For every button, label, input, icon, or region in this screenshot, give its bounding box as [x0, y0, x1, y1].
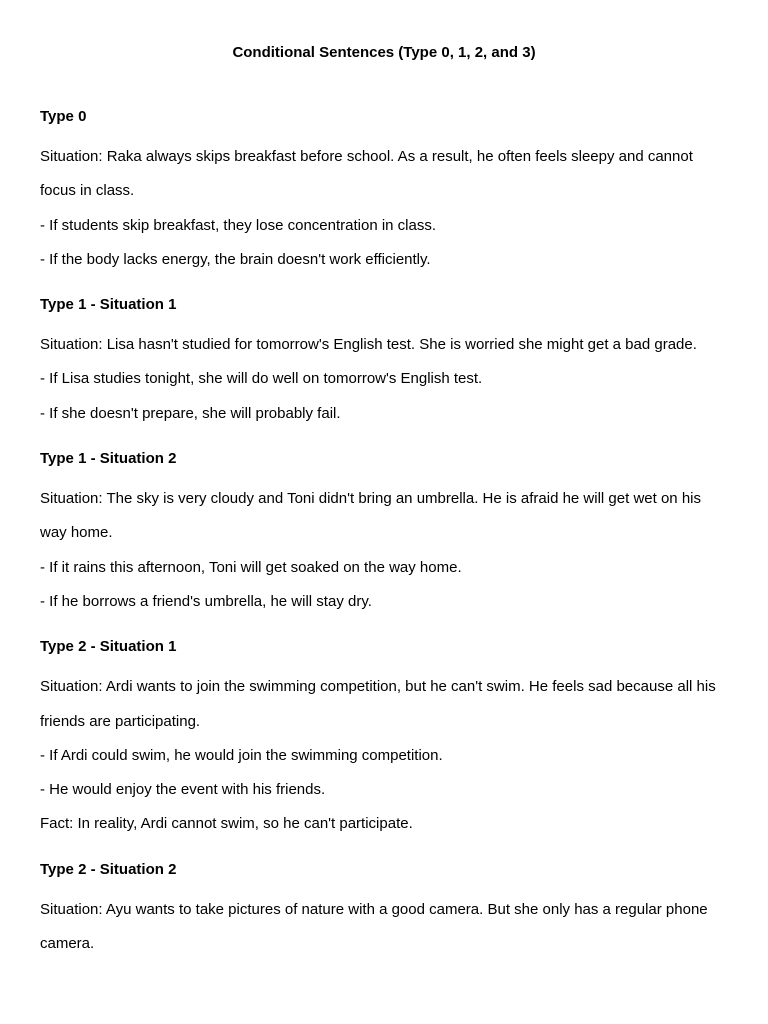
- example-sentence: - If he borrows a friend's umbrella, he will stay dry.: [40, 592, 372, 610]
- section-type-0: [40, 106, 728, 277]
- situation-text: Situation: The sky is very cloudy and Toni didn't bring an umbrella. He is afraid he will get wet on his way home.: [40, 490, 701, 542]
- example-sentence: - If Lisa studies tonight, she will do well on tomorrow's English test.: [40, 370, 483, 388]
- section-heading: Type 2 - Situation 2: [40, 860, 177, 878]
- example-sentence: - He would enjoy the event with his friends.: [40, 781, 326, 799]
- example-sentence: - If it rains this afternoon, Toni will get soaked on the way home.: [40, 558, 462, 576]
- section-type-2-situation-1: [40, 636, 728, 841]
- example-sentence: - If the body lacks energy, the brain doesn't work efficiently.: [40, 250, 431, 268]
- situation-text: Situation: Ardi wants to join the swimming competition, but he can't swim. He feels sad because all his friends are participating.: [40, 678, 716, 730]
- section-type-2-situation-2: [40, 859, 728, 962]
- section-heading: Type 1 - Situation 2: [40, 450, 177, 468]
- example-sentence: - If she doesn't prepare, she will probably fail.: [40, 404, 341, 422]
- section-type-1-situation-1: [40, 294, 728, 431]
- example-sentence: - If Ardi could swim, he would join the swimming competition.: [40, 746, 443, 764]
- section-heading: Type 1 - Situation 1: [40, 296, 177, 314]
- situation-text: Situation: Lisa hasn't studied for tomorrow's English test. She is worried she might get a bad grade.: [40, 336, 697, 354]
- situation-text: Situation: Ayu wants to take pictures of nature with a good camera. But she only has a regular phone camera.: [40, 900, 708, 953]
- example-sentence: - If students skip breakfast, they lose concentration in class.: [40, 216, 437, 234]
- fact-text: Fact: In reality, Ardi cannot swim, so he can't participate.: [40, 815, 413, 833]
- section-type-1-situation-2: [40, 448, 728, 619]
- document-title: Conditional Sentences (Type 0, 1, 2, and 3): [232, 44, 536, 61]
- situation-text: Situation: Raka always skips breakfast before school. As a result, he often feels sleepy and cannot focus in class.: [40, 148, 693, 200]
- section-heading: Type 0: [40, 108, 87, 125]
- section-heading: Type 2 - Situation 1: [40, 638, 177, 656]
